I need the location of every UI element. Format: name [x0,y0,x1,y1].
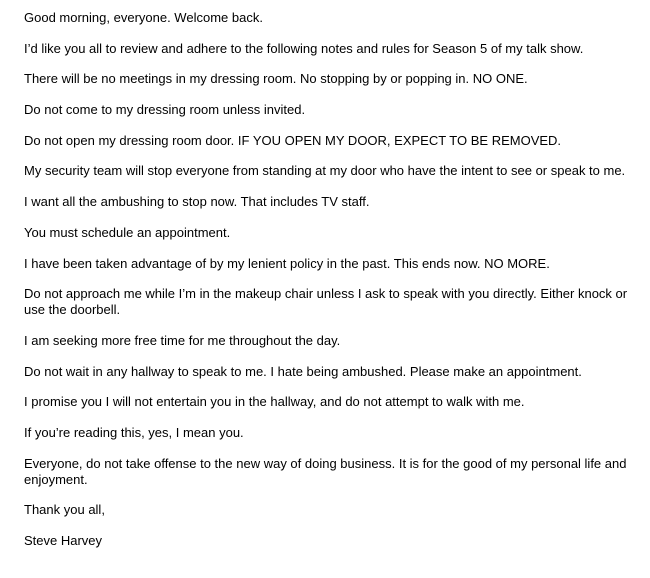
rule-paragraph: I am seeking more free time for me throughout the day. [24,332,341,348]
rule-paragraph: I promise you I will not entertain you in the hallway, and do not attempt to walk with me. [24,394,525,410]
rule-paragraph: You must schedule an appointment. [24,224,231,240]
intro-paragraph: I’d like you all to review and adhere to the following notes and rules for Season 5 of my talk show. [24,40,584,56]
rule-paragraph: Do not approach me while I’m in the makeup chair unless I ask to speak with you directly. Either knock or use the doorbell. [24,286,628,318]
closing-paragraph: Everyone, do not take offense to the new way of doing business. It is for the good of my personal life and enjoyment. [24,455,627,487]
rule-paragraph: If you’re reading this, yes, I mean you. [24,424,244,440]
greeting-paragraph: Good morning, everyone. Welcome back. [24,10,263,25]
sign-off-paragraph: Thank you all, [24,502,105,518]
rule-paragraph: Do not open my dressing room door. IF YOU OPEN MY DOOR, EXPECT TO BE REMOVED. [24,132,562,148]
rule-paragraph: There will be no meetings in my dressing room. No stopping by or popping in. NO ONE. [24,71,528,87]
rule-paragraph: I have been taken advantage of by my lenient policy in the past. This ends now. NO MORE. [24,255,550,271]
rule-paragraph: My security team will stop everyone from standing at my door who have the intent to see or speak to me. [24,163,626,179]
rule-paragraph: Do not come to my dressing room unless invited. [24,102,306,118]
rule-paragraph: I want all the ambushing to stop now. That includes TV staff. [24,194,370,210]
signature-name: Steve Harvey [24,533,103,548]
rule-paragraph: Do not wait in any hallway to speak to me. I hate being ambushed. Please make an appointment. [24,363,582,379]
memo-document [24,10,630,564]
